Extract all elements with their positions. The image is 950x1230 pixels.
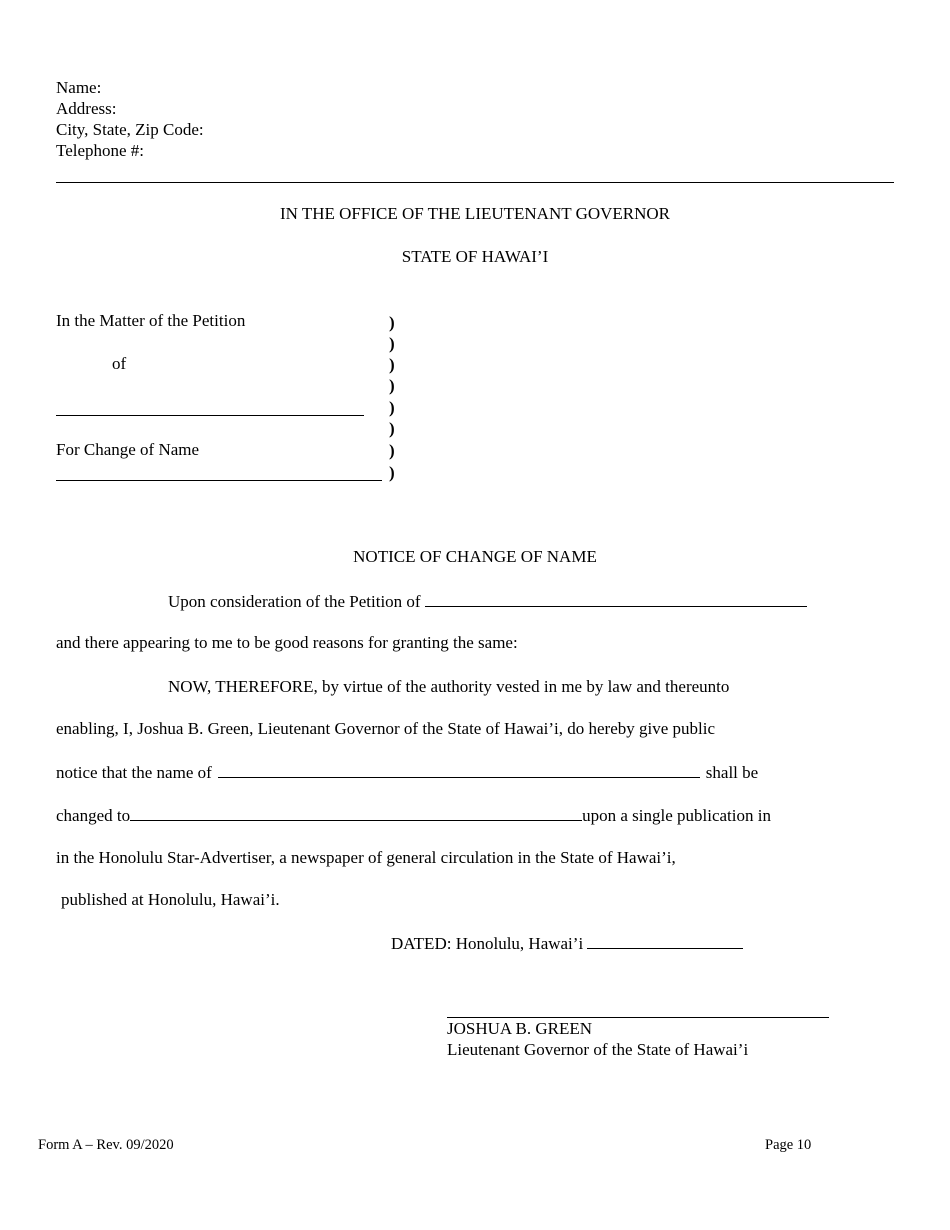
city-state-zip-label: City, State, Zip Code: xyxy=(56,120,204,139)
header-divider xyxy=(56,182,894,183)
address-label: Address: xyxy=(56,99,117,118)
page-number: Page 10 xyxy=(765,1137,812,1153)
good-reasons-text: and there appearing to me to be good reasons for granting the same: xyxy=(56,633,518,652)
state-heading: STATE OF HAWAI’I xyxy=(401,247,549,266)
publication-text: upon a single publication in xyxy=(582,806,771,825)
date-blank xyxy=(587,932,743,949)
name-label: Name: xyxy=(56,78,102,97)
old-name-blank xyxy=(218,761,700,778)
now-therefore-text: NOW, THEREFORE, by virtue of the authority vested in me by law and thereunto xyxy=(168,677,730,696)
caption-paren: ) xyxy=(389,441,395,460)
matter-of-petition-text: In the Matter of the Petition xyxy=(56,311,246,330)
caption-paren: ) xyxy=(389,398,395,417)
signatory-title: Lieutenant Governor of the State of Hawai’i xyxy=(447,1040,749,1059)
notice-name-text: notice that the name of xyxy=(56,763,212,782)
caption-paren: ) xyxy=(389,376,395,395)
new-name-blank xyxy=(130,804,582,821)
petitioner-blank xyxy=(425,590,807,607)
signatory-name: JOSHUA B. GREEN xyxy=(447,1019,592,1038)
form-revision: Form A – Rev. 09/2020 xyxy=(38,1137,174,1153)
caption-paren: ) xyxy=(389,419,395,438)
office-heading: IN THE OFFICE OF THE LIEUTENANT GOVERNOR xyxy=(279,204,671,223)
caption-paren: ) xyxy=(389,463,395,482)
notice-name-line xyxy=(56,761,758,783)
caption-paren: ) xyxy=(389,313,395,332)
dated-text: DATED: Honolulu, Hawai’i xyxy=(391,934,584,953)
notice-title: NOTICE OF CHANGE OF NAME xyxy=(353,547,597,566)
star-advertiser-text: in the Honolulu Star-Advertiser, a newspaper of general circulation in the State of Hawai’i, xyxy=(56,848,676,867)
enabling-text: enabling, I, Joshua B. Green, Lieutenant Governor of the State of Hawai’i, do hereby give public xyxy=(56,719,716,738)
changed-to-line xyxy=(56,804,771,826)
caption-bottom-line xyxy=(56,480,382,481)
petition-of-text: Upon consideration of the Petition of xyxy=(168,592,421,611)
published-at-text: published at Honolulu, Hawai’i. xyxy=(61,890,280,909)
petitioner-name-line xyxy=(56,415,364,416)
petition-of-line xyxy=(168,590,807,612)
caption-paren: ) xyxy=(389,334,395,353)
telephone-label: Telephone #: xyxy=(56,141,145,160)
dated-line xyxy=(391,932,743,954)
shall-be-text: shall be xyxy=(705,763,759,782)
changed-to-text: changed to xyxy=(56,806,131,825)
of-text: of xyxy=(112,354,127,373)
change-of-name-text: For Change of Name xyxy=(56,440,200,459)
caption-paren: ) xyxy=(389,355,395,374)
